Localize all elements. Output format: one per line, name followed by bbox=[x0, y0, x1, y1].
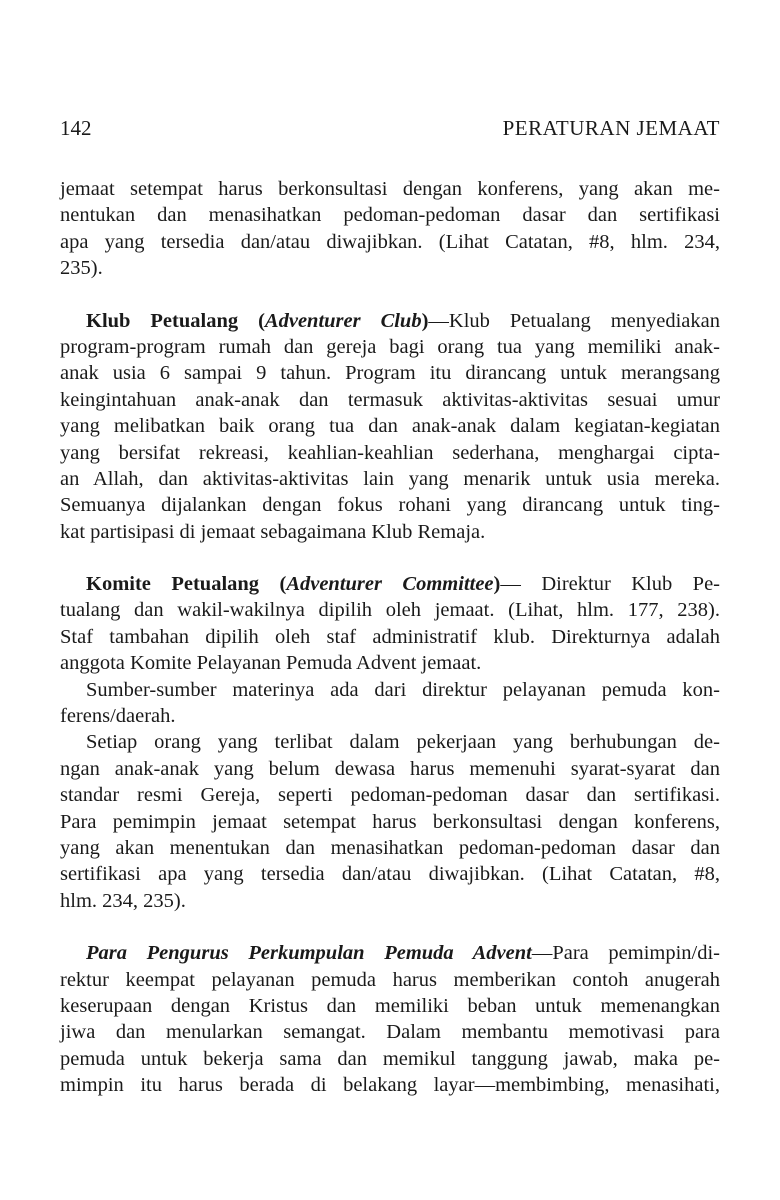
text-line: 235). bbox=[60, 257, 103, 280]
text-line: hlm. 234, 235). bbox=[60, 889, 186, 912]
text-line: jemaat setempat harus berkonsultasi dengan konferens, yang akan me- bbox=[60, 178, 720, 200]
text-line: pemuda untuk bekerja sama dan memikul tanggung jawab, maka pe- bbox=[60, 1047, 720, 1070]
text-line: jiwa dan menularkan semangat. Dalam membantu memotivasi para bbox=[60, 1021, 720, 1044]
body-text bbox=[60, 176, 720, 1099]
paragraph bbox=[60, 571, 720, 677]
text-line: program-program rumah dan gereja bagi orang tua yang memiliki anak- bbox=[60, 335, 720, 358]
text-line: kat partisipasi di jemaat sebagaimana Klub Remaja. bbox=[60, 520, 486, 543]
text-line: standar resmi Gereja, seperti pedoman-pedoman dasar dan sertifikasi. bbox=[60, 784, 720, 807]
section-heading: Para Pengurus Perkumpulan Pemuda Advent bbox=[86, 942, 532, 965]
text-line: tualang dan wakil-wakilnya dipilih oleh jemaat. (Lihat, hlm. 177, 238). bbox=[60, 599, 720, 622]
text-line: yang akan menentukan dan menasihatkan pedoman-pedoman dasar dan bbox=[60, 836, 720, 859]
running-header bbox=[60, 116, 720, 141]
text-line: nentukan dan menasihatkan pedoman-pedoman dasar dan sertifikasi bbox=[60, 204, 720, 227]
text-line: sertifikasi apa yang tersedia dan/atau diwajibkan. (Lihat Catatan, #8, bbox=[60, 863, 720, 886]
paragraph bbox=[60, 729, 720, 914]
section-heading: Komite Petualang (Adventurer Committee) bbox=[86, 573, 501, 596]
paragraph bbox=[60, 940, 720, 1098]
text-line: an Allah, dan aktivitas-aktivitas lain yang menarik untuk usia mereka. bbox=[60, 467, 720, 490]
text-line: Komite Petualang (Adventurer Committee)— Direktur Klub Pe- bbox=[86, 573, 720, 596]
text-line: Para Pengurus Perkumpulan Pemuda Advent—Para pemimpin/di- bbox=[86, 942, 720, 965]
page-number: 142 bbox=[60, 116, 92, 140]
text-line: yang bersifat rekreasi, keahlian-keahlian sederhana, menghargai cipta- bbox=[60, 441, 720, 464]
paragraph bbox=[60, 176, 720, 282]
text-line: keingintahuan anak-anak dan termasuk aktivitas-aktivitas sesuai umur bbox=[60, 388, 720, 411]
paragraph bbox=[60, 308, 720, 546]
text-line: Para pemimpin jemaat setempat harus berkonsultasi dengan konferens, bbox=[60, 810, 720, 833]
text-line: Sumber-sumber materinya ada dari direktur pelayanan pemuda kon- bbox=[86, 678, 720, 701]
running-title: PERATURAN JEMAAT bbox=[502, 116, 720, 140]
text-line: ferens/daerah. bbox=[60, 705, 176, 728]
paragraph bbox=[60, 677, 720, 730]
section-heading: Klub Petualang (Adventurer Club) bbox=[86, 309, 429, 332]
text-line: apa yang tersedia dan/atau diwajibkan. (Lihat Catatan, #8, hlm. 234, bbox=[60, 230, 720, 253]
text-line: mimpin itu harus berada di belakang layar—membimbing, menasihati, bbox=[60, 1074, 720, 1097]
text-line: Klub Petualang (Adventurer Club)—Klub Petualang menyediakan bbox=[86, 309, 720, 332]
text-line: ngan anak-anak yang belum dewasa harus memenuhi syarat-syarat dan bbox=[60, 757, 720, 780]
text-line: yang melibatkan baik orang tua dan anak-anak dalam kegiatan-kegiatan bbox=[60, 415, 720, 438]
text-line: Setiap orang yang terlibat dalam pekerjaan yang berhubungan de- bbox=[86, 731, 720, 754]
text-line: anggota Komite Pelayanan Pemuda Advent jemaat. bbox=[60, 652, 482, 675]
text-line: anak usia 6 sampai 9 tahun. Program itu dirancang untuk merangsang bbox=[60, 362, 720, 385]
text-line: keserupaan dengan Kristus dan memiliki beban untuk memenangkan bbox=[60, 994, 720, 1017]
text-line: Staf tambahan dipilih oleh staf administratif klub. Direkturnya adalah bbox=[60, 625, 720, 648]
text-line: Semuanya dijalankan dengan fokus rohani yang dirancang untuk ting- bbox=[60, 494, 720, 517]
text-line: rektur keempat pelayanan pemuda harus memberikan contoh anugerah bbox=[60, 968, 720, 991]
